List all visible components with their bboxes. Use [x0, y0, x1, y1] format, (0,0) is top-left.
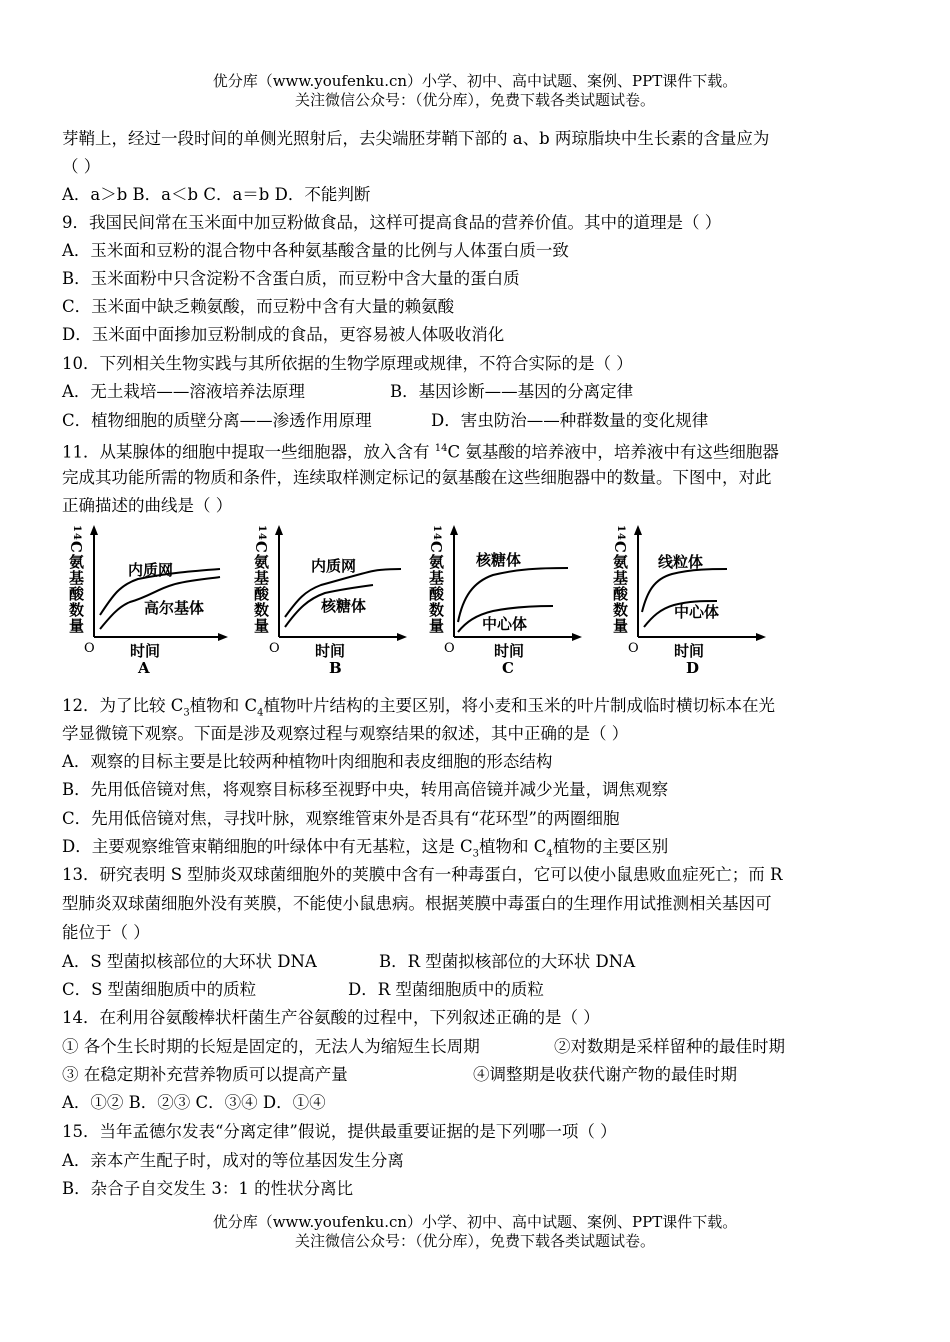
- page-footer: [0, 1213, 950, 1251]
- y-label-text: C氨基酸数量: [611, 540, 629, 634]
- q12-d-sub-4: 4: [546, 848, 553, 860]
- graph-a-origin: O: [84, 641, 95, 656]
- y-axis-label: [66, 525, 87, 634]
- graph-c-lower-label: 中心体: [482, 615, 528, 633]
- x-arrow: [572, 633, 582, 641]
- graph-b: [243, 517, 413, 682]
- q12-l1-mid: 植物和 C: [189, 696, 258, 715]
- q12-option-a: A．观察的目标主要是比较两种植物叶肉细胞和表皮细胞的形态结构: [62, 752, 553, 771]
- q12-option-b: B．先用低倍镜对焦，将观察目标移至视野中央，转用高倍镜并减少光量，调焦观察: [62, 780, 669, 799]
- y-label-sup: 14: [431, 525, 442, 541]
- q10-stem: 10．下列相关生物实践与其所依据的生物学原理或规律，不符合实际的是（ ）: [62, 354, 633, 373]
- q8-options: A．a＞b B．a＜b C．a＝b D．不能判断: [62, 185, 371, 204]
- y-label-text: C氨基酸数量: [427, 540, 445, 634]
- q14-stem: 14．在利用谷氨酸棒状杆菌生产谷氨酸的过程中，下列叙述正确的是（ ）: [62, 1008, 600, 1027]
- y-arrow: [90, 525, 98, 535]
- graph-c: [418, 517, 588, 682]
- q9-option-d: D．玉米面中面掺加豆粉制成的食品，更容易被人体吸收消化: [62, 325, 505, 344]
- q12-d-post: 植物的主要区别: [552, 837, 669, 856]
- x-arrow: [397, 633, 407, 641]
- footer-line-2: 关注微信公众号：（优分库），免费下载各类试题试卷。: [294, 1232, 655, 1250]
- q10-option-b: B．基因诊断——基因的分离定律: [390, 382, 634, 401]
- q12-d-sub-3: 3: [472, 848, 479, 860]
- q15-option-b: B．杂合子自交发生 3：1 的性状分离比: [62, 1179, 354, 1198]
- q15-option-a: A．亲本产生配子时，成对的等位基因发生分离: [62, 1151, 404, 1170]
- q12-d-mid: 植物和 C: [478, 837, 547, 856]
- y-label-text: C氨基酸数量: [67, 540, 85, 634]
- graph-c-letter: C: [502, 659, 514, 677]
- q13-option-d: D．R 型菌细胞质中的质粒: [348, 980, 544, 999]
- q14-options: A．①② B．②③ C．③④ D．①④: [62, 1093, 326, 1112]
- q11-line-3: 正确描述的曲线是（ ）: [62, 496, 233, 515]
- q10-option-d: D．害虫防治——种群数量的变化规律: [431, 411, 709, 430]
- graph-a-x-label: 时间: [130, 642, 161, 660]
- graph-a-upper-label: 内质网: [128, 561, 174, 579]
- graph-d-upper-label: 线粒体: [658, 553, 704, 571]
- y-axis-label: [610, 525, 631, 634]
- graph-a-letter: A: [138, 659, 150, 677]
- y-axis-label: [426, 525, 447, 634]
- graph-b-lower-label: 核糖体: [321, 597, 367, 615]
- q9-option-b: B．玉米面粉中只含淀粉不含蛋白质，而豆粉中含大量的蛋白质: [62, 269, 520, 288]
- graph-c-x-label: 时间: [494, 642, 525, 660]
- graph-b-x-label: 时间: [315, 642, 346, 660]
- q11-line-2: 完成其功能所需的物质和条件，连续取样测定标记的氨基酸在这些细胞器中的数量。下图中，对此: [62, 468, 772, 487]
- q12-l1-pre: 12．为了比较 C: [62, 696, 184, 715]
- graph-d: [602, 517, 772, 682]
- graph-b-letter: B: [329, 659, 342, 677]
- header-line-1: 优分库（www.youfenku.cn）小学、初中、高中试题、案例、PPT课件下载。: [212, 72, 738, 90]
- q12-l1-post: 植物叶片结构的主要区别，将小麦和玉米的叶片制成临时横切标本在光: [263, 696, 775, 715]
- graph-c-origin: O: [444, 641, 455, 656]
- q13-line-1: 13．研究表明 S 型肺炎双球菌细胞外的荚膜中含有一种毒蛋白，它可以使小鼠患败血症死亡；而 R: [62, 865, 783, 884]
- q11-l1-pre: 11．从某腺体的细胞中提取一些细胞器，放入含有: [62, 442, 435, 462]
- q10-option-a: A．无土栽培——溶液培养法原理: [62, 382, 305, 401]
- q12-option-c: C．先用低倍镜对焦，寻找叶脉，观察维管束外是否具有“花环型”的两圈细胞: [62, 809, 620, 828]
- q13-option-b: B．R 型菌拟核部位的大环状 DNA: [379, 952, 636, 971]
- y-arrow: [450, 525, 458, 535]
- q12-sub-3: 3: [183, 707, 190, 719]
- q10-option-c: C．植物细胞的质壁分离——渗透作用原理: [62, 411, 372, 430]
- q8-line-1: 芽鞘上，经过一段时间的单侧光照射后，去尖端胚芽鞘下部的 a、b 两琼脂块中生长素的含量应为: [62, 129, 770, 148]
- q14-item-1: ① 各个生长时期的长短是固定的，无法人为缩短生长周期: [62, 1037, 480, 1056]
- y-arrow: [275, 525, 283, 535]
- graph-a-lower-label: 高尔基体: [144, 599, 205, 617]
- x-arrow: [218, 633, 228, 641]
- y-axis-label: [251, 525, 272, 634]
- q12-line-2: 学显微镜下观察。下面是涉及观察过程与观察结果的叙述，其中正确的是（ ）: [62, 724, 629, 743]
- q14-item-4: ④调整期是收获代谢产物的最佳时期: [473, 1065, 737, 1084]
- q13-line-3: 能位于（ ）: [62, 923, 150, 942]
- graph-d-origin: O: [628, 641, 639, 656]
- graph-a: [58, 517, 228, 682]
- q12-sub-4: 4: [257, 707, 264, 719]
- graph-b-upper-label: 内质网: [311, 557, 357, 575]
- x-arrow: [756, 633, 766, 641]
- q12-d-pre: D．主要观察维管束鞘细胞的叶绿体中有无基粒，这是 C: [62, 837, 473, 856]
- graph-b-origin: O: [269, 641, 280, 656]
- y-label-sup: 14: [256, 525, 267, 541]
- q9-option-a: A．玉米面和豆粉的混合物中各种氨基酸含量的比例与人体蛋白质一致: [62, 241, 569, 260]
- graph-d-x-label: 时间: [674, 642, 705, 660]
- q11-l1-post: C 氨基酸的培养液中，培养液中有这些细胞器: [447, 442, 779, 462]
- q15-stem: 15．当年孟德尔发表“分离定律”假说，提供最重要证据的是下列哪一项（ ）: [62, 1122, 617, 1141]
- q13-option-a: A．S 型菌拟核部位的大环状 DNA: [62, 952, 317, 971]
- q12-line-1: [62, 695, 775, 724]
- page-header: [0, 72, 950, 110]
- y-label-text: C氨基酸数量: [252, 540, 270, 634]
- q14-item-2: ②对数期是采样留种的最佳时期: [554, 1037, 785, 1056]
- footer-line-1: 优分库（www.youfenku.cn）小学、初中、高中试题、案例、PPT课件下载。: [212, 1213, 738, 1231]
- q11-l1-sup: 14: [434, 443, 448, 454]
- q14-item-3: ③ 在稳定期补充营养物质可以提高产量: [62, 1065, 348, 1084]
- graph-c-upper-label: 核糖体: [476, 551, 522, 569]
- q12-option-d: [62, 836, 668, 865]
- q8-line-2: （ ）: [62, 157, 101, 176]
- y-arrow: [634, 525, 642, 535]
- q9-option-c: C．玉米面中缺乏赖氨酸，而豆粉中含有大量的赖氨酸: [62, 297, 455, 316]
- y-label-sup: 14: [615, 525, 626, 541]
- graph-d-letter: D: [686, 659, 700, 677]
- q11-line-1: [62, 438, 779, 464]
- q13-option-c: C．S 型菌细胞质中的质粒: [62, 980, 257, 999]
- y-label-sup: 14: [71, 525, 82, 541]
- q13-line-2: 型肺炎双球菌细胞外没有荚膜，不能使小鼠患病。根据荚膜中毒蛋白的生理作用试推测相关基因可: [62, 894, 772, 913]
- header-line-2: 关注微信公众号：（优分库），免费下载各类试题试卷。: [294, 91, 655, 109]
- q9-stem: 9．我国民间常在玉米面中加豆粉做食品，这样可提高食品的营养价值。其中的道理是（ ）: [62, 213, 722, 232]
- graph-d-lower-label: 中心体: [674, 603, 720, 621]
